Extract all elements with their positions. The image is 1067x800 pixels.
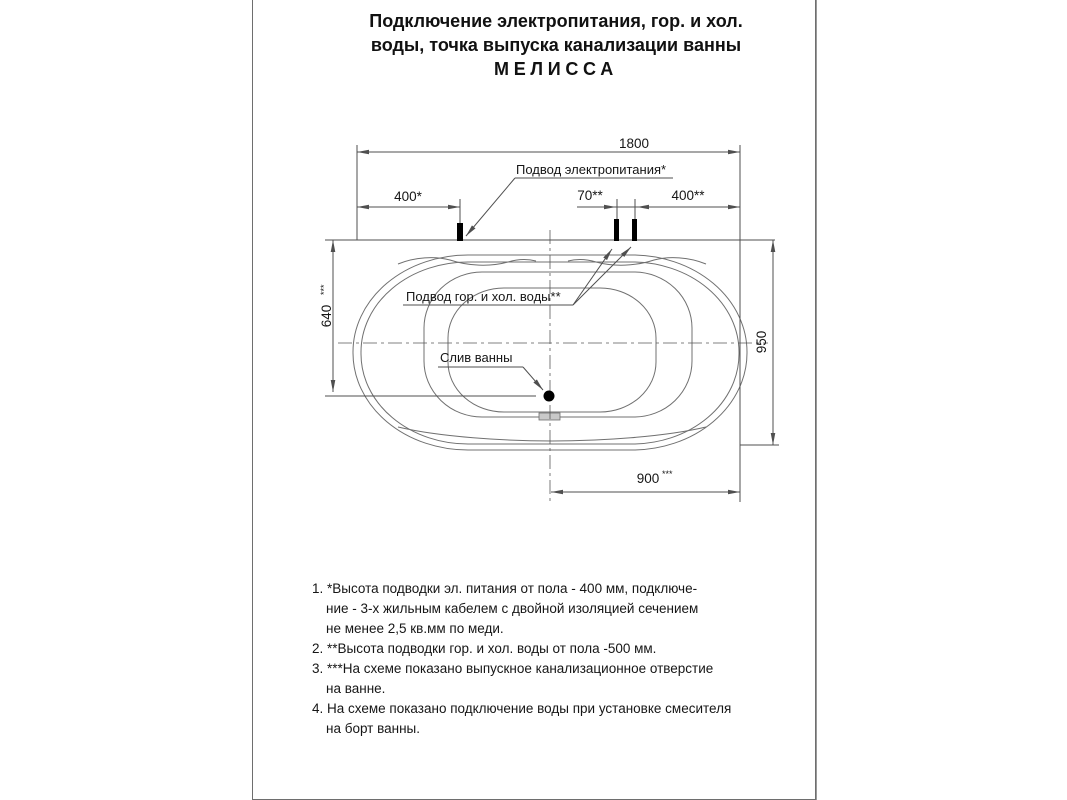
- dim-640-marker: ***: [319, 284, 329, 295]
- note-4-line-2: на борт ванны.: [326, 721, 420, 736]
- note-2-line-1: 2. **Высота подводки гор. и хол. воды от пола -500 мм.: [312, 641, 657, 656]
- bottom-apron-contour: [398, 427, 706, 441]
- dim-900-label: 900: [636, 471, 660, 486]
- dim-900-marker: ***: [662, 469, 673, 479]
- centerlines: [338, 230, 768, 502]
- overflow-fitting: [539, 413, 560, 420]
- note-4-line-1: 4. На схеме показано подключение воды при установке смесителя: [312, 701, 732, 716]
- dim-640-label: 640: [319, 304, 334, 328]
- water-leader-2: [573, 247, 631, 305]
- title-line-1: Подключение электропитания, гор. и хол.: [369, 11, 743, 31]
- callout-electric-label: Подвод электропитания*: [516, 162, 667, 177]
- electric-leader: [466, 178, 515, 236]
- dim-950-label: 950: [754, 330, 769, 354]
- note-3-line-2: на ванне.: [326, 681, 386, 696]
- title-line-2: воды, точка выпуска канализации ванны: [370, 35, 742, 55]
- extension-lines: [325, 145, 779, 502]
- dim-400-water-label: 400**: [671, 188, 705, 203]
- note-1-line-2: ние - 3-х жильным кабелем с двойной изоляцией сечением: [326, 601, 699, 616]
- dim-1800-label: 1800: [618, 136, 650, 151]
- callout-drain-label: Слив ванны: [440, 350, 513, 365]
- headrest-right-contour: [568, 258, 706, 266]
- hot-water-connection-mark: [614, 219, 619, 241]
- note-3-line-1: 3. ***На схеме показано выпускное канализационное отверстие: [312, 661, 714, 676]
- cold-water-connection-mark: [632, 219, 637, 241]
- callout-water-label: Подвод гор. и хол. воды**: [406, 289, 561, 304]
- dim-400-electric-label: 400*: [394, 189, 422, 204]
- notes-list: [312, 579, 782, 739]
- connection-marks: [457, 219, 637, 402]
- title-model-name: МЕЛИССА: [494, 59, 618, 79]
- drain-leader: [523, 367, 543, 390]
- drain-hole-mark: [544, 391, 555, 402]
- water-leader-1: [573, 249, 612, 305]
- electric-connection-mark: [457, 223, 463, 241]
- dim-70-water-label: 70**: [577, 188, 603, 203]
- note-1-line-3: не менее 2,5 кв.мм по меди.: [326, 621, 504, 636]
- note-1-line-1: 1. *Высота подводки эл. питания от пола - 400 мм, подключе-: [312, 581, 698, 596]
